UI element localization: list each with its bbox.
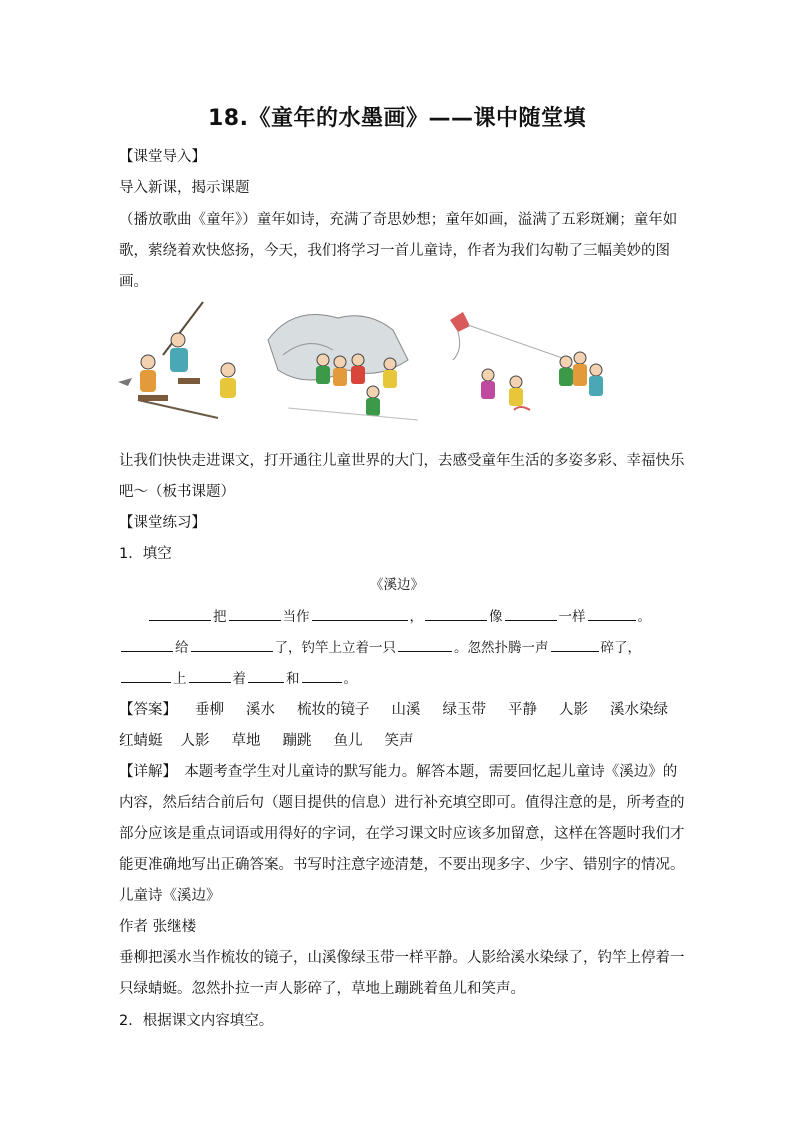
fill-line-3: 上 着 和 。 xyxy=(119,667,357,687)
blank[interactable] xyxy=(248,681,284,683)
blank[interactable] xyxy=(302,681,342,683)
question-1: 1．填空 xyxy=(119,546,172,562)
intro-paragraph-line: 歌，萦绕着欢快悠扬，今天，我们将学习一首儿童诗，作者为我们勾勒了三幅美妙的图 xyxy=(119,243,670,259)
intro-after-line: 吧～（板书课题） xyxy=(119,484,235,500)
poem-author: 作者 张继楼 xyxy=(119,919,197,935)
explanation-line: 能更准确地写出正确答案。书写时注意字迹清楚，不要出现多字、少字、错别字的情况。 xyxy=(119,857,685,873)
section-heading-practice: 【课堂练习】 xyxy=(119,515,206,531)
answer-label: 【答案】 xyxy=(119,702,177,718)
poem-text-line: 只绿蜻蜓。忽然扑拉一声人影碎了，草地上蹦跳着鱼儿和笑声。 xyxy=(119,981,525,997)
blank[interactable] xyxy=(229,619,281,621)
explanation-line: 部分应该是重点词语或用得好的字词，在学习课文时应该多加留意，这样在答题时我们才 xyxy=(119,826,685,842)
intro-paragraph-line: 画。 xyxy=(119,274,148,290)
page-title: 18.《童年的水墨画》——课中随堂填 xyxy=(208,106,586,131)
blank[interactable] xyxy=(149,619,211,621)
blank[interactable] xyxy=(425,619,487,621)
fill-line-2: 给 了，钓竿上立着一只 。忽然扑腾一声 碎了， xyxy=(119,636,641,656)
explanation-line: 【详解】 本题考查学生对儿童诗的默写能力。解答本题，需要回忆起儿童诗《溪边》的 xyxy=(119,764,678,780)
blank[interactable] xyxy=(398,650,452,652)
blank[interactable] xyxy=(551,650,599,652)
explanation-line: 内容，然后结合前后句（题目提供的信息）进行补充填空即可。值得注意的是，所考查的 xyxy=(119,795,685,811)
fill-line-1: 把 当作 ， 像 一样 。 xyxy=(147,605,651,625)
ink-painting-illustrations xyxy=(118,300,608,428)
poem-title: 《溪边》 xyxy=(370,577,424,593)
intro-paragraph-line: （播放歌曲《童年》）童年如诗，充满了奇思妙想；童年如画，溢满了五彩斑斓；童年如 xyxy=(119,212,678,228)
blank[interactable] xyxy=(121,650,173,652)
section-heading-intro: 【课堂导入】 xyxy=(119,149,206,165)
blank[interactable] xyxy=(121,681,171,683)
intro-after-line: 让我们快快走进课文，打开通往儿童世界的大门，去感受童年生活的多姿多彩、幸福快乐 xyxy=(119,453,685,469)
answer-row-2: 红蜻蜓 人影 草地 蹦跳 鱼儿 笑声 xyxy=(119,733,414,749)
blank[interactable] xyxy=(588,619,636,621)
blank[interactable] xyxy=(189,681,231,683)
blank[interactable] xyxy=(505,619,557,621)
illustration-kite-flying xyxy=(450,312,603,410)
illustration-fishing xyxy=(118,302,236,418)
blank[interactable] xyxy=(312,619,408,621)
poem-label: 儿童诗《溪边》 xyxy=(119,888,221,904)
answer-row-1: 【答案】 垂柳 溪水 梳妆的镜子 山溪 绿玉带 平静 人影 溪水染绿 xyxy=(119,698,690,719)
intro-subheading: 导入新课，揭示课题 xyxy=(119,180,250,196)
illustration-rock-climbing xyxy=(268,314,418,420)
blank[interactable] xyxy=(191,650,273,652)
question-2: 2．根据课文内容填空。 xyxy=(119,1013,274,1029)
poem-text-line: 垂柳把溪水当作梳妆的镜子，山溪像绿玉带一样平静。人影给溪水染绿了，钓竿上停着一 xyxy=(119,950,685,966)
